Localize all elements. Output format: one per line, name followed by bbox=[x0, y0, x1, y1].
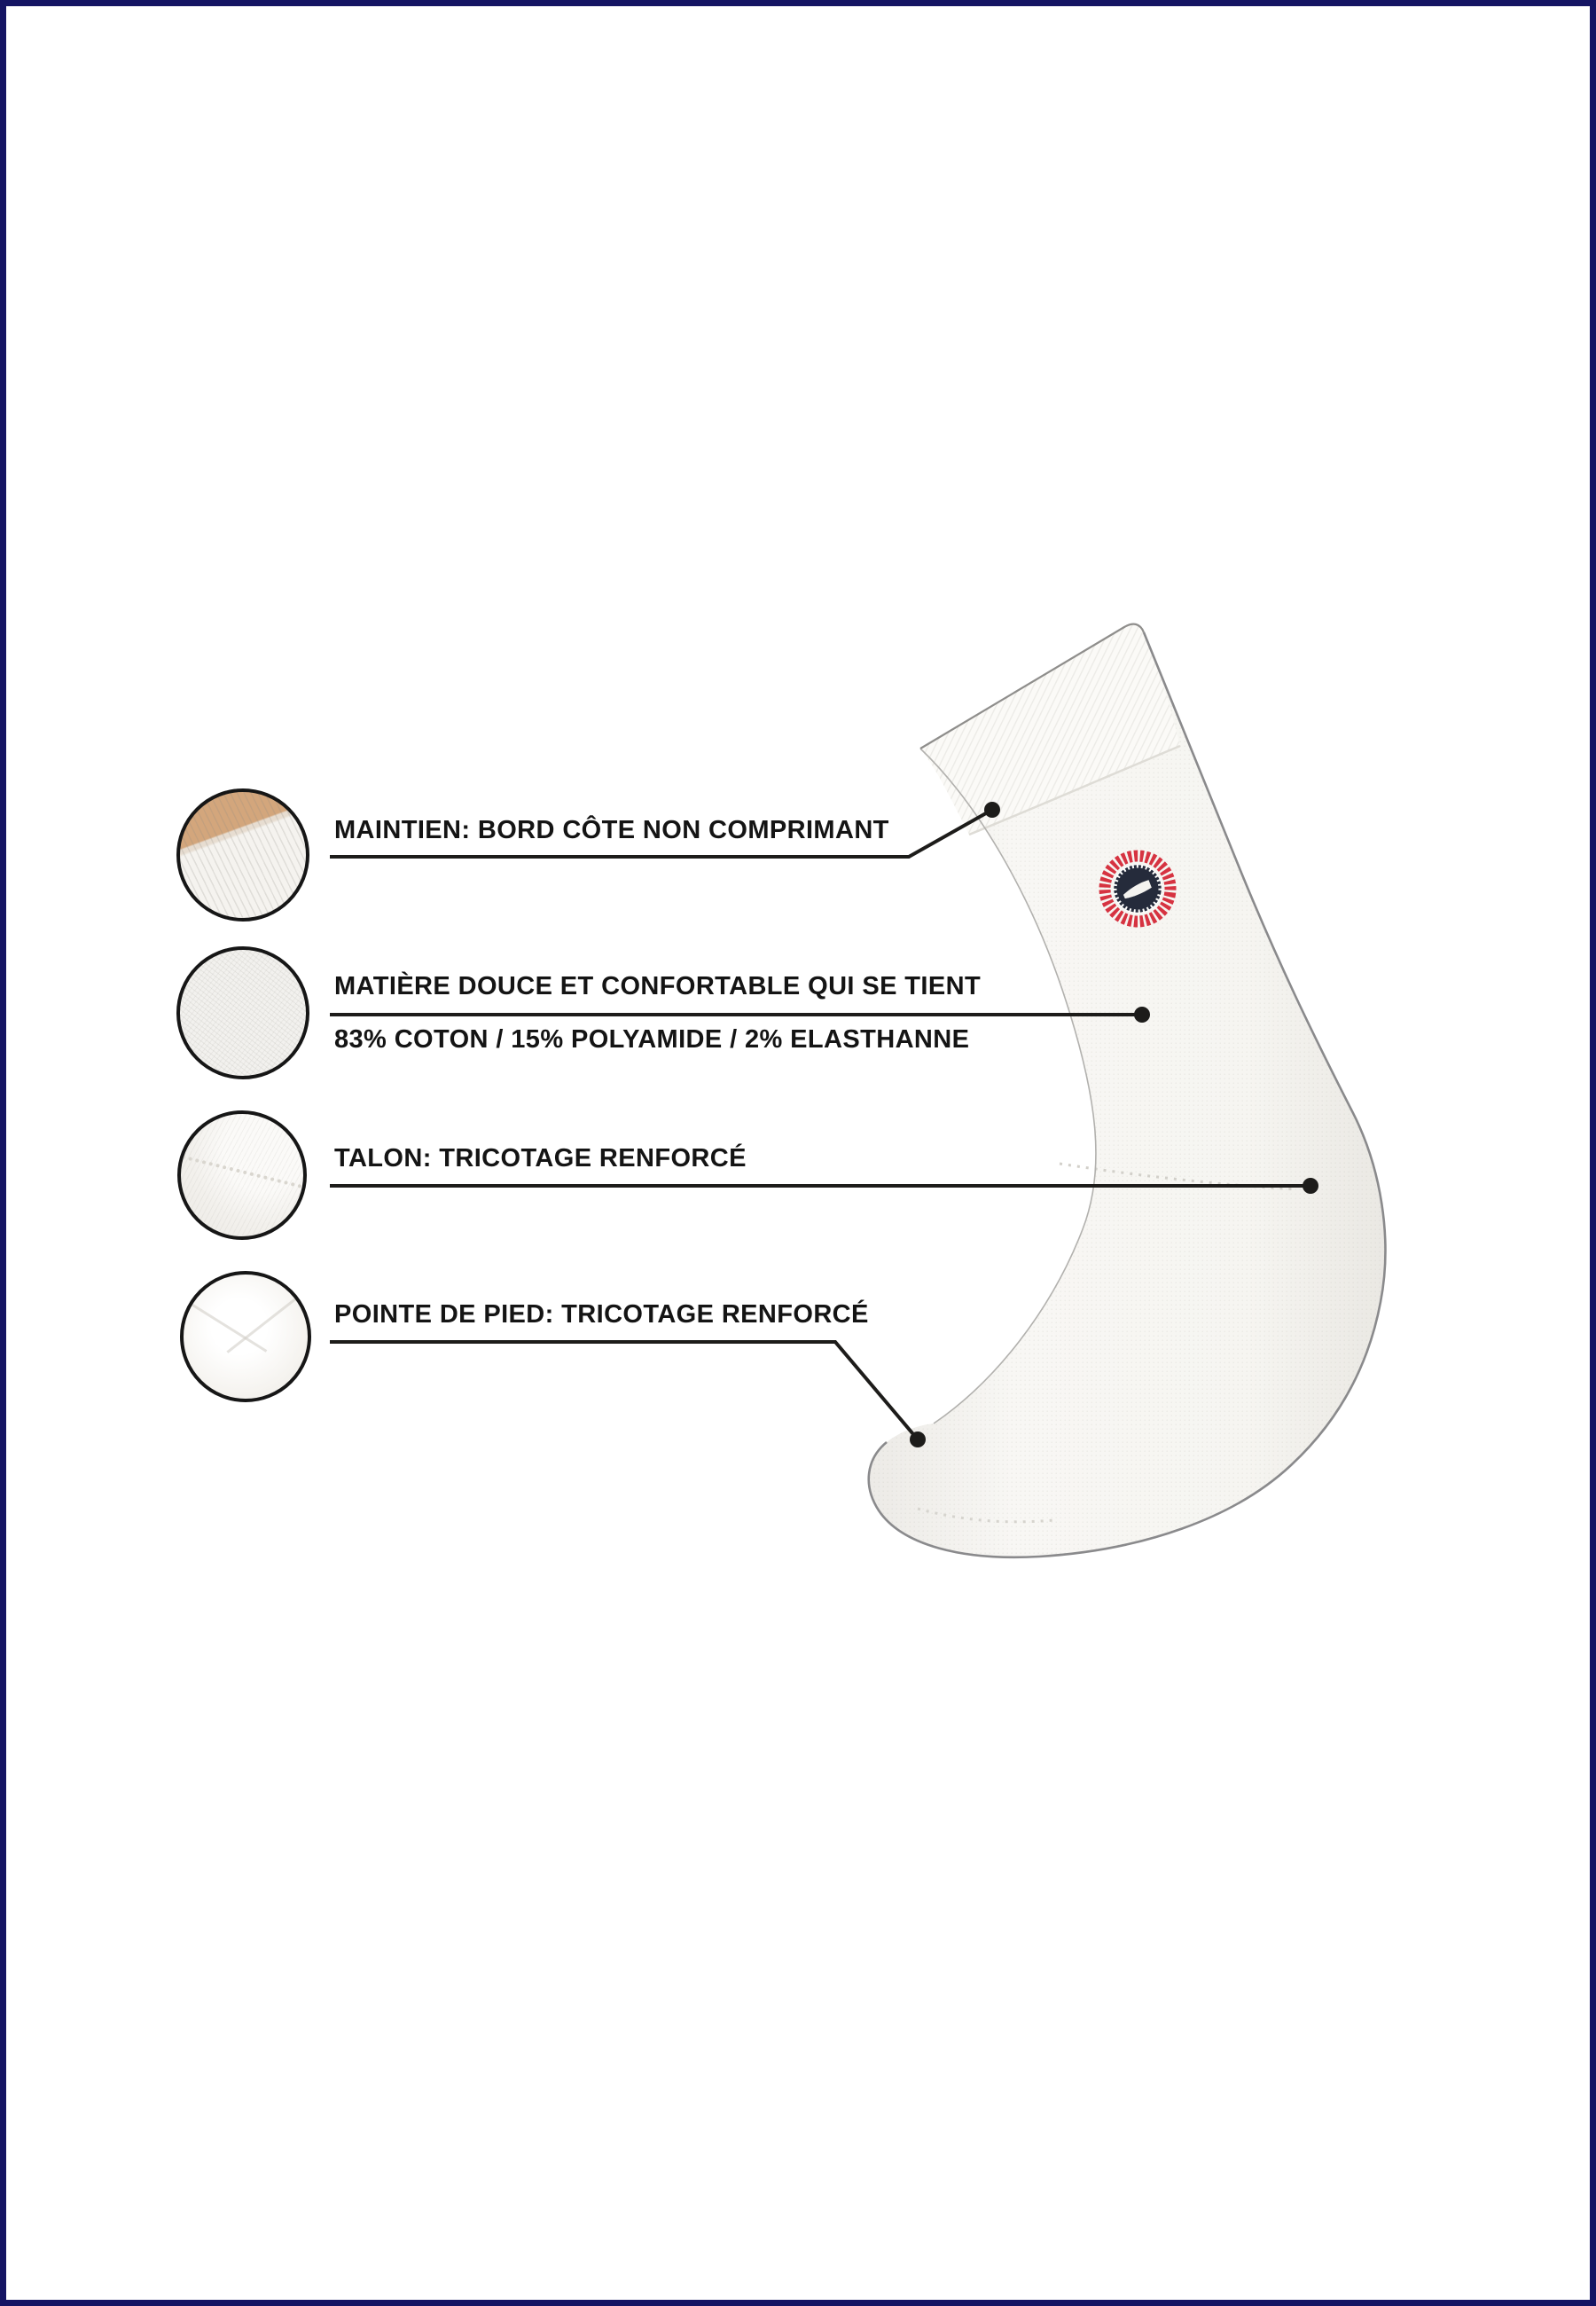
detail-photo-heel bbox=[177, 1110, 307, 1240]
callout-label-matiere: MATIÈRE DOUCE ET CONFORTABLE QUI SE TIENT bbox=[334, 972, 982, 1000]
detail-photo-toe bbox=[180, 1271, 311, 1402]
callout-dot-pointe bbox=[910, 1431, 926, 1447]
detail-photo-cuff bbox=[176, 788, 309, 922]
callout-label-pointe: POINTE DE PIED: TRICOTAGE RENFORCÉ bbox=[334, 1300, 869, 1329]
callout-line-pointe bbox=[330, 1342, 918, 1439]
callout-dot-matiere bbox=[1134, 1007, 1150, 1023]
sock-body bbox=[869, 624, 1386, 1557]
callout-dot-talon bbox=[1303, 1178, 1318, 1194]
callout-dot-maintien bbox=[984, 802, 1000, 818]
callout-sublabel-composition: 83% COTON / 15% POLYAMIDE / 2% ELASTHANNE bbox=[334, 1025, 970, 1054]
callout-label-talon: TALON: TRICOTAGE RENFORCÉ bbox=[334, 1144, 747, 1173]
heel-seam-detail bbox=[177, 1152, 307, 1192]
callout-label-maintien: MAINTIEN: BORD CÔTE NON COMPRIMANT bbox=[334, 816, 889, 844]
detail-photo-fabric bbox=[176, 946, 309, 1079]
toe-fold-line bbox=[227, 1298, 297, 1353]
